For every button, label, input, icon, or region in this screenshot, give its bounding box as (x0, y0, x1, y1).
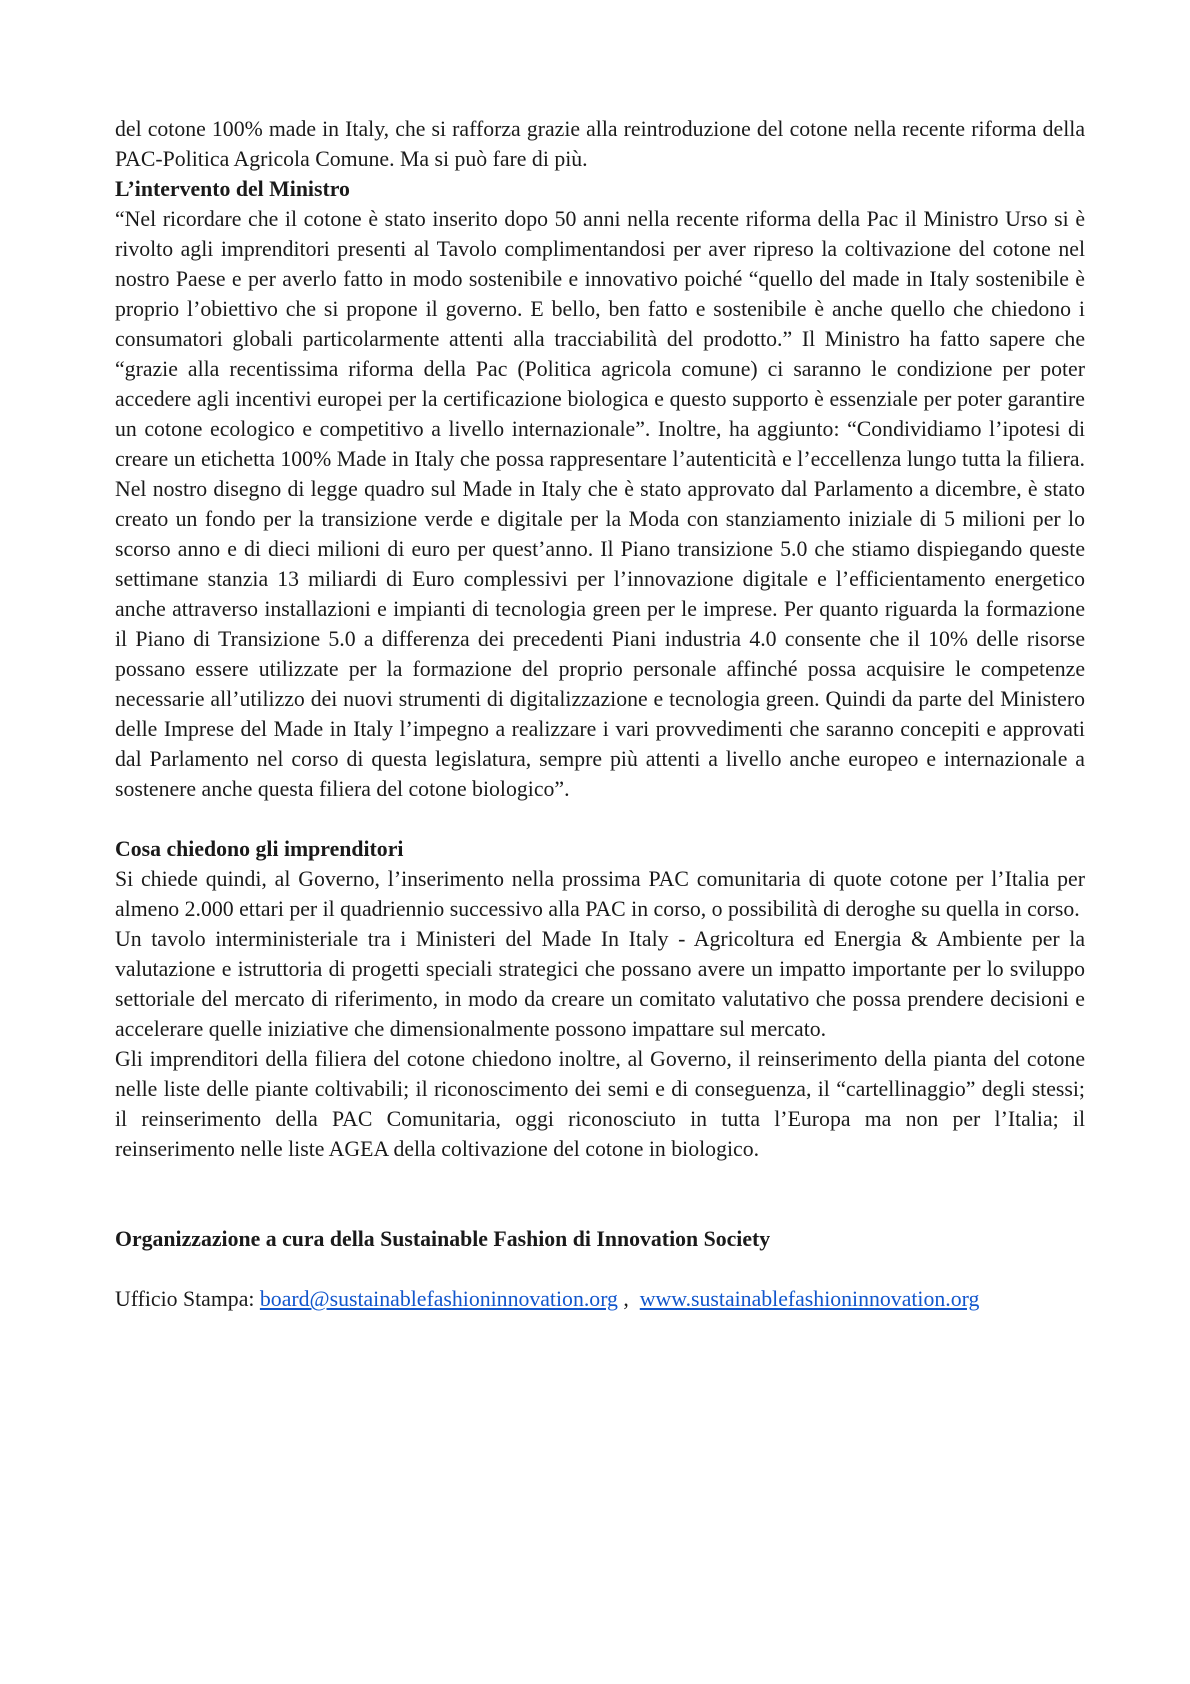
press-office-label: Ufficio Stampa: (115, 1287, 260, 1311)
minister-paragraph: “Nel ricordare che il cotone è stato inserito dopo 50 anni nella recente riforma della Pac il Ministro Urso si è rivolto agli imprenditori presenti al Tavolo complimentandosi per aver ripreso la coltivazione del cotone nel nostro Paese e per averlo fatto in modo sostenibile e innovativo poiché “quello del made in Italy sostenibile è proprio l’obiettivo che si propone il governo. E bello, ben fatto e sostenibile è anche quello che chiedono i consumatori globali particolarmente attenti alla tracciabilità del prodotto.” Il Ministro ha fatto sapere che “grazie alla recentissima riforma della Pac (Politica agricola comune) ci saranno le condizione per poter accedere agli incentivi europei per la certificazione biologica e questo supporto è essenziale per poter garantire un cotone ecologico e competitivo a livello internazionale”. Inoltre, ha aggiunto: “Condividiamo l’ipotesi di creare un etichetta 100% Made in Italy che possa rappresentare l’autenticità e l’eccellenza lungo tutta la filiera. Nel nostro disegno di legge quadro sul Made in Italy che è stato approvato dal Parlamento a dicembre, è stato creato un fondo per la transizione verde e digitale per la Moda con stanziamento iniziale di 5 milioni per lo scorso anno e di dieci milioni di euro per quest’anno. Il Piano transizione 5.0 che stiamo dispiegando queste settimane stanzia 13 miliardi di Euro complessivi per l’innovazione digitale e l’efficientamento energetico anche attraverso installazioni e impianti di tecnologia green per le imprese. Per quanto riguarda la formazione il Piano di Transizione 5.0 a differenza dei precedenti Piani industria 4.0 consente che il 10% delle risorse possano essere utilizzate per la formazione del proprio personale affinché possa acquisire le competenze necessarie all’utilizzo dei nuovi strumenti di digitalizzazione e tecnologia green. Quindi da parte del Ministero delle Imprese del Made in Italy l’impegno a realizzare i vari provvedimenti che saranno concepiti e approvati dal Parlamento nel corso di questa legislatura, sempre più attenti a livello anche europeo e internazionale a sostenere anche questa filiera del cotone biologico”. (115, 207, 1085, 801)
section-heading-minister: L’intervento del Ministro (115, 177, 350, 201)
spacer (115, 1254, 1085, 1284)
organization-credit: Organizzazione a cura della Sustainable Fashion di Innovation Society (115, 1227, 771, 1251)
requests-paragraph: Un tavolo interministeriale tra i Ministeri del Made In Italy - Agricoltura ed Energia & Ambiente per la valutazione e istruttoria di progetti speciali strategici che possano avere un impatto importante per lo sviluppo settoriale del mercato di riferimento, in modo da creare un comitato valutativo che possa prendere decisioni e accelerare quelle iniziative che dimensionalmente possono impattare sul mercato. (115, 927, 1085, 1041)
spacer (115, 804, 1085, 834)
spacer (115, 1164, 1085, 1224)
document-page (115, 114, 1085, 1314)
email-link[interactable]: board@sustainablefashioninnovation.org (259, 1287, 618, 1311)
contact-separator: , (617, 1287, 640, 1311)
section-heading-requests: Cosa chiedono gli imprenditori (115, 837, 404, 861)
requests-paragraph: Gli imprenditori della filiera del cotone chiedono inoltre, al Governo, il reinserimento della pianta del cotone nelle liste delle piante coltivabili; il riconoscimento dei semi e di conseguenza, il “cartellinaggio” degli stessi; il reinserimento della PAC Comunitaria, oggi riconosciuto in tutta l’Europa ma non per l’Italia; il reinserimento nelle liste AGEA della coltivazione del cotone in biologico. (115, 1047, 1085, 1161)
website-link[interactable]: www.sustainablefashioninnovation.org (639, 1287, 980, 1311)
intro-paragraph: del cotone 100% made in Italy, che si rafforza grazie alla reintroduzione del cotone nella recente riforma della PAC-Politica Agricola Comune. Ma si può fare di più. (115, 117, 1085, 171)
requests-paragraph: Si chiede quindi, al Governo, l’inserimento nella prossima PAC comunitaria di quote cotone per l’Italia per almeno 2.000 ettari per il quadriennio successivo alla PAC in corso, o possibilità di deroghe su quella in corso. (115, 867, 1085, 921)
press-office-line (115, 1284, 1085, 1314)
